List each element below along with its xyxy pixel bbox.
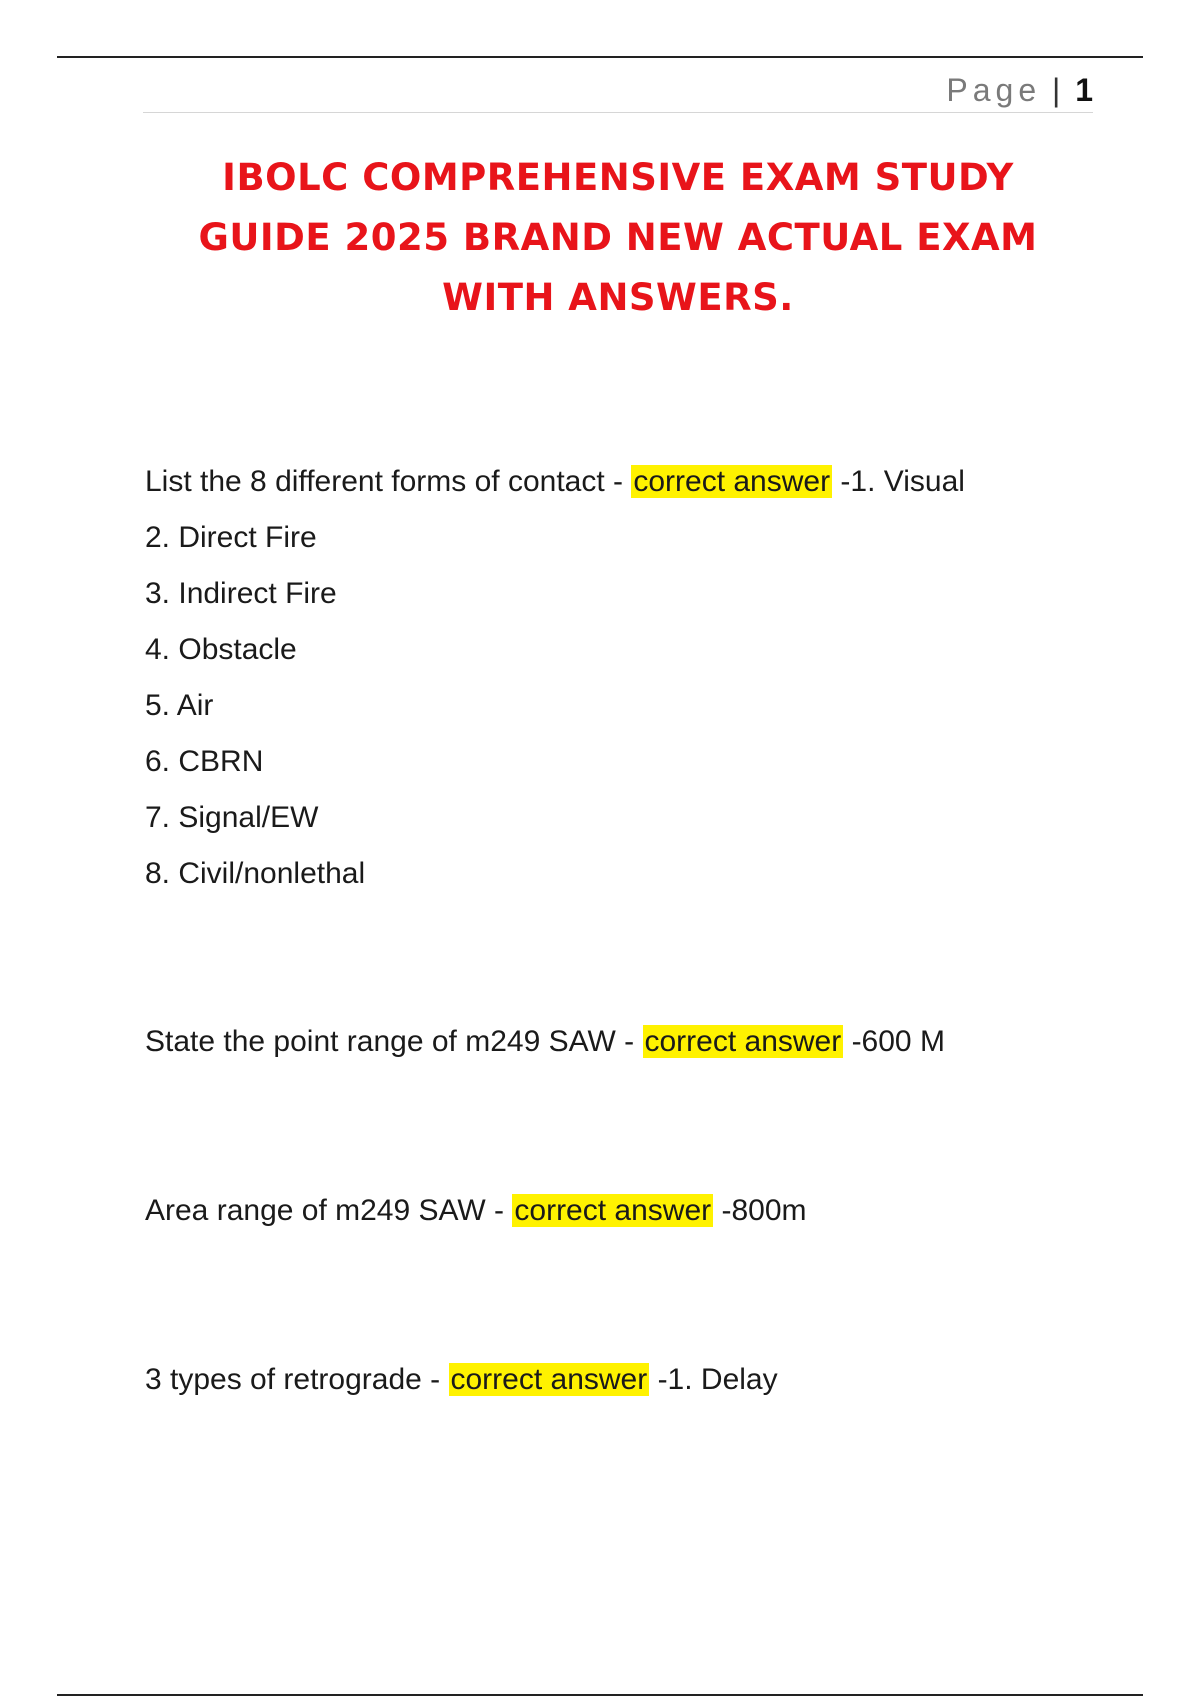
answer-item: 5. Air	[145, 689, 214, 722]
question-line	[145, 1183, 1145, 1239]
title-line: IBOLC COMPREHENSIVE EXAM STUDY	[222, 156, 1014, 199]
question-line	[145, 1014, 1145, 1070]
page-separator: |	[1052, 72, 1061, 108]
answer-item: 4. Obstacle	[145, 633, 297, 666]
question-text: 3 types of retrograde -	[145, 1363, 449, 1396]
answer-item: 6. CBRN	[145, 745, 264, 778]
question-text: Area range of m249 SAW -	[145, 1194, 513, 1227]
page-header	[143, 68, 1093, 113]
question-block	[145, 1183, 1145, 1239]
question-block	[145, 1014, 1145, 1070]
top-rule	[57, 56, 1143, 58]
page-number: 1	[1075, 72, 1093, 108]
page-label: Page	[946, 72, 1042, 108]
question-line	[145, 454, 1145, 510]
answer-text: -1. Visual	[832, 465, 965, 498]
answer-item: 8. Civil/nonlethal	[145, 857, 366, 890]
document-title	[143, 148, 1093, 328]
question-line	[145, 1352, 1145, 1408]
correct-answer-marker: correct answer	[644, 1025, 842, 1058]
question-text: List the 8 different forms of contact -	[145, 465, 632, 498]
question-block	[145, 1352, 1145, 1408]
question-block	[145, 454, 1145, 902]
answer-item: 7. Signal/EW	[145, 801, 319, 834]
correct-answer-marker: correct answer	[633, 465, 831, 498]
title-line: GUIDE 2025 BRAND NEW ACTUAL EXAM	[198, 216, 1038, 259]
correct-answer-marker: correct answer	[450, 1363, 648, 1396]
correct-answer-marker: correct answer	[514, 1194, 712, 1227]
answer-item: 3. Indirect Fire	[145, 577, 337, 610]
title-line: WITH ANSWERS.	[442, 276, 794, 319]
answer-text: -800m	[713, 1194, 807, 1227]
answer-text: -1. Delay	[649, 1363, 778, 1396]
question-text: State the point range of m249 SAW -	[145, 1025, 643, 1058]
bottom-rule	[57, 1694, 1143, 1696]
answer-item: 2. Direct Fire	[145, 521, 317, 554]
answer-text: -600 M	[843, 1025, 945, 1058]
